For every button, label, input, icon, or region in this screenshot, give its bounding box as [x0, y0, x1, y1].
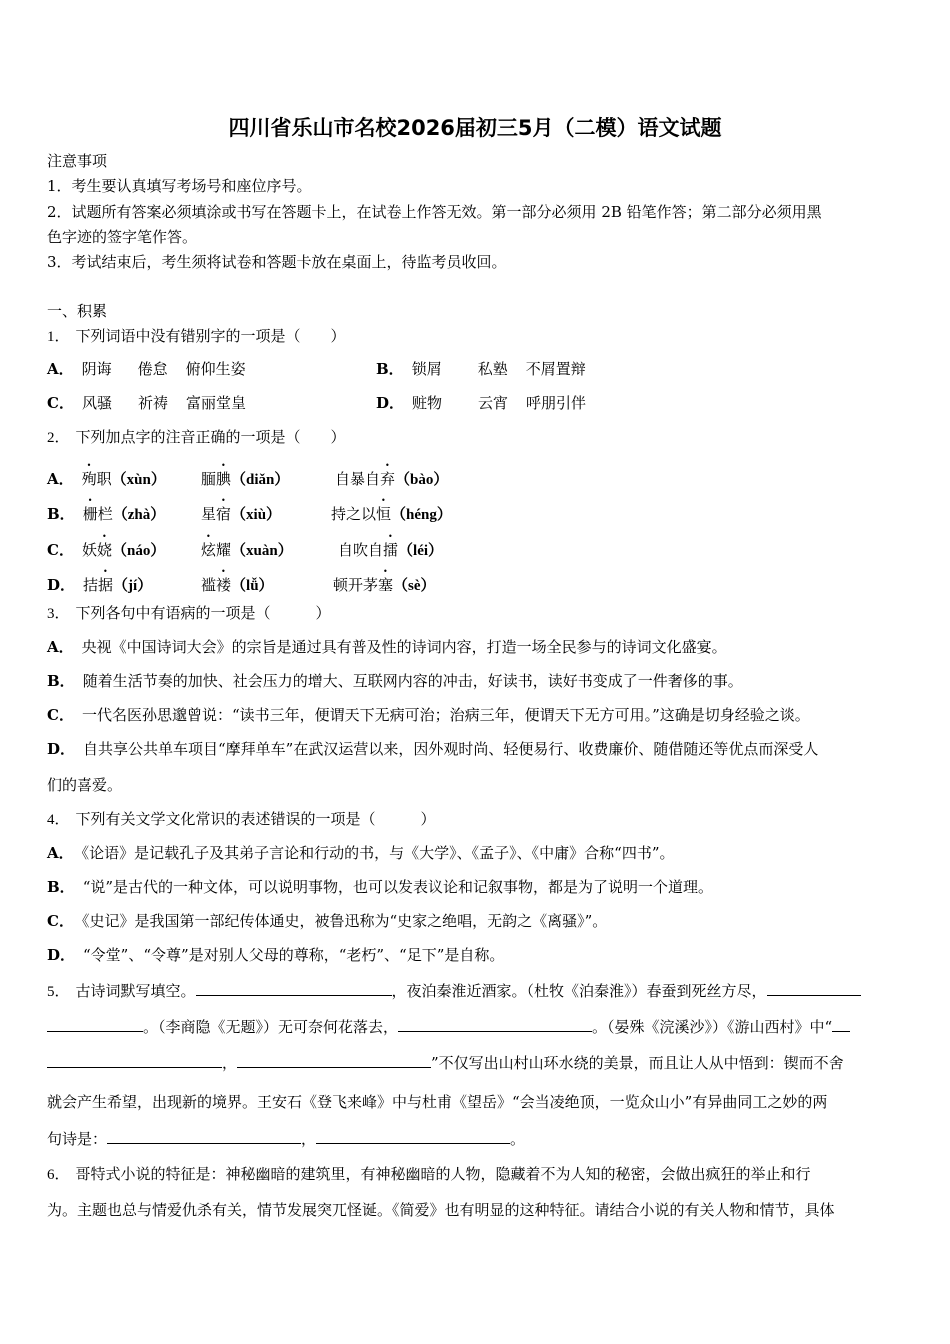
option-label: B． — [47, 672, 75, 690]
question-text: ，夜泊秦淮近酒家。（杜牧《泊秦淮》）春蚕到死丝方尽， — [391, 982, 767, 1000]
question-text: ， — [222, 1054, 238, 1072]
option-text: 《史记》是我国第一部纪传体通史，被鲁迅称为“史家之绝唱，无韵之《离骚》”。 — [81, 912, 608, 930]
option-label: C． — [47, 394, 74, 412]
question-number: 2． — [47, 430, 70, 446]
page-title: 四川省乐山市名校2026届初三5月（二模）语文试题 — [228, 116, 722, 140]
fill-blank[interactable] — [47, 1053, 222, 1068]
option-text: 自共享公共单车项目“摩拜单车”在武汉运营以来，因外观时尚、轻便易行、收费廉价、随借随还等优点而深受人 — [83, 740, 819, 758]
option-b — [376, 359, 586, 379]
word-char: 拮 — [83, 576, 99, 594]
option-label: D． — [47, 576, 76, 594]
option-b-item-2 — [201, 496, 281, 525]
question-text: 。 — [510, 1130, 526, 1148]
option-c — [47, 911, 607, 931]
fill-blank[interactable] — [237, 1053, 431, 1068]
option-label: D． — [47, 740, 76, 758]
dotted-char: 褛 — [216, 576, 232, 594]
option-label: C． — [47, 541, 74, 559]
notice-item-3: 3．考试结束后，考生须将试卷和答题卡放在桌面上，待监考员收回。 — [47, 253, 507, 271]
option-c — [47, 393, 246, 413]
question-6-line-2: 为。主题也总与情爱仇杀有关，情节发展突兀怪诞。《简爱》也有明显的这种特征。请结合小说的有关人物和情节，具体 — [47, 1201, 835, 1219]
option-label: C． — [47, 912, 74, 930]
option-a — [47, 843, 674, 863]
word: 风骚 — [81, 394, 112, 412]
word: 倦怠 — [137, 360, 168, 378]
word-char: 自吹自 — [338, 541, 384, 559]
question-text: 古诗词默写填空。 — [75, 982, 196, 1000]
dotted-char: 塞 — [378, 576, 394, 594]
option-a — [47, 359, 246, 379]
option-c-item-2 — [201, 532, 293, 561]
pinyin: （xiù） — [231, 507, 282, 523]
option-text: “令堂”、“令尊”是对别人父母的尊称，“老朽”、“足下”是自称。 — [83, 946, 505, 964]
option-text: 《论语》是记载孔子及其弟子言论和行动的书，与《大学》、《孟子》、《中庸》合称“四书”。 — [81, 844, 675, 862]
pinyin: （héng） — [391, 507, 452, 523]
option-label: D． — [376, 394, 405, 412]
question-5-line-2 — [47, 1017, 850, 1037]
question-text: ”不仅写出山村山环水绕的美景，而且让人从中悟到：锲而不舍 — [431, 1054, 844, 1072]
word-char: 褴 — [201, 576, 217, 594]
option-label: B． — [47, 505, 75, 523]
word-char: 腼 — [201, 470, 217, 488]
pinyin: （jí） — [113, 578, 153, 594]
word: 阴诲 — [81, 360, 112, 378]
option-c — [47, 705, 810, 725]
word-char: 妖 — [81, 541, 97, 559]
notice-item-2-line-2: 色字迹的签字笔作答。 — [47, 228, 198, 246]
question-1-stem — [47, 326, 346, 347]
option-label: D． — [47, 946, 76, 964]
fill-blank[interactable] — [316, 1129, 510, 1144]
question-5-line-1 — [47, 981, 861, 1002]
question-number: 5． — [47, 984, 70, 1000]
pinyin: （xuàn） — [231, 543, 293, 559]
option-label: A． — [47, 638, 74, 656]
option-b — [47, 877, 713, 897]
option-c — [47, 532, 165, 561]
option-b-item-3 — [331, 496, 452, 525]
word: 赃物 — [412, 394, 443, 412]
dotted-char: 栅 — [82, 505, 98, 523]
option-a-item-2 — [201, 461, 289, 490]
question-text: 下列词语中没有错别字的一项是（ ） — [75, 327, 346, 345]
question-2-stem — [47, 427, 346, 448]
word: 呼朋引伴 — [526, 394, 587, 412]
word: 俯仰生姿 — [185, 360, 246, 378]
question-text: 下列有关文学文化常识的表述错误的一项是（ ） — [75, 810, 436, 828]
word-char: 自暴自 — [335, 470, 381, 488]
word: 锁屑 — [411, 360, 442, 378]
fill-blank[interactable] — [767, 981, 861, 996]
fill-blank[interactable] — [832, 1017, 850, 1032]
word: 云宵 — [478, 394, 509, 412]
pinyin: （sè） — [393, 578, 436, 594]
dotted-char: 据 — [98, 576, 114, 594]
question-5-line-5 — [47, 1129, 525, 1149]
pinyin: （bào） — [395, 472, 449, 488]
notice-heading: 注意事项 — [47, 152, 108, 170]
option-b — [47, 671, 743, 691]
word-char: 职 — [96, 470, 112, 488]
dotted-char: 恒 — [376, 505, 392, 523]
option-label: B． — [47, 878, 75, 896]
word-char: 顿开茅 — [333, 576, 379, 594]
word: 祈祷 — [137, 394, 168, 412]
option-text: 随着生活节奏的加快、社会压力的增大、互联网内容的冲击，好读书，读好书变成了一件奢侈的事。 — [82, 672, 743, 690]
option-d — [47, 739, 818, 759]
option-d — [47, 567, 152, 596]
word-char: 持之以 — [331, 505, 377, 523]
notice-item-2-line-1: 2．试题所有答案必须填涂或书写在答题卡上，在试卷上作答无效。第一部分必须用 2B 铅笔作答；第二部分必须用黑 — [47, 203, 822, 221]
fill-blank[interactable] — [47, 1017, 143, 1032]
fill-blank[interactable] — [107, 1129, 301, 1144]
word-char: 耀 — [216, 541, 232, 559]
dotted-char: 腆 — [216, 470, 232, 488]
question-text: 下列各句中有语病的一项是（ ） — [75, 604, 331, 622]
option-d-item-2 — [201, 567, 274, 596]
option-label: B． — [376, 360, 404, 378]
question-text: ， — [301, 1130, 317, 1148]
word-char: 栏 — [97, 505, 113, 523]
option-label: A． — [47, 844, 74, 862]
pinyin: （zhà） — [112, 507, 166, 523]
word: 富丽堂皇 — [185, 394, 246, 412]
option-d-item-3 — [333, 567, 436, 596]
option-d-continued: 们的喜爱。 — [47, 776, 123, 794]
option-d — [376, 393, 586, 413]
option-label: A． — [47, 360, 74, 378]
question-text: 。（李商隐《无题》）无可奈何花落去， — [143, 1018, 399, 1036]
option-text: 央视《中国诗词大会》的宗旨是通过具有普及性的诗词内容，打造一场全民参与的诗词文化盛宴。 — [81, 638, 727, 656]
word-char: 星 — [201, 505, 217, 523]
dotted-char: 弃 — [380, 470, 396, 488]
dotted-char: 殉 — [81, 470, 97, 488]
pinyin: （náo） — [111, 543, 166, 559]
option-a — [47, 637, 727, 657]
dotted-char: 擂 — [383, 541, 399, 559]
pinyin: （xùn） — [111, 472, 166, 488]
question-3-stem — [47, 603, 331, 624]
option-d — [47, 945, 504, 965]
pinyin: （diǎn） — [231, 472, 290, 488]
word: 不屑置辩 — [525, 360, 586, 378]
question-4-stem — [47, 809, 436, 830]
question-5-line-4: 就会产生希望，出现新的境界。王安石《登飞来峰》中与杜甫《望岳》“会当凌绝顶，一览众山小”有异曲同工之妙的两 — [47, 1093, 828, 1111]
option-a-item-3 — [335, 461, 448, 490]
option-label: A． — [47, 470, 74, 488]
pinyin: （léi） — [398, 543, 444, 559]
question-text: 。（晏殊《浣溪沙》）《游山西村》中“ — [592, 1018, 833, 1036]
question-number: 3． — [47, 606, 70, 622]
section-heading: 一、积累 — [47, 302, 108, 320]
pinyin: （lǚ） — [231, 578, 274, 594]
dotted-char: 宿 — [216, 505, 232, 523]
option-text: “说”是古代的一种文体，可以说明事物，也可以发表议论和记叙事物，都是为了说明一个道理。 — [82, 878, 714, 896]
question-text: 下列加点字的注音正确的一项是（ ） — [75, 428, 346, 446]
option-c-item-3 — [338, 532, 443, 561]
notice-item-1: 1．考生要认真填写考场号和座位序号。 — [47, 177, 312, 195]
question-number: 4． — [47, 812, 70, 828]
option-label: C． — [47, 706, 74, 724]
option-b — [47, 496, 165, 525]
option-a — [47, 461, 166, 490]
option-text: 一代名医孙思邈曾说：“读书三年，便谓天下无病可治；治病三年，便谓天下无方可用。”这确是切身经验之谈。 — [81, 706, 810, 724]
question-number: 6． — [47, 1167, 70, 1183]
fill-blank[interactable] — [398, 1017, 592, 1032]
question-5-line-3 — [47, 1053, 844, 1073]
fill-blank[interactable] — [196, 981, 392, 996]
question-number: 1． — [47, 329, 70, 345]
word: 私塾 — [477, 360, 508, 378]
dotted-char: 炫 — [201, 541, 217, 559]
question-text: 哥特式小说的特征是：神秘幽暗的建筑里，有神秘幽暗的人物，隐藏着不为人知的秘密，会做出疯狂的举止和行 — [75, 1165, 811, 1183]
dotted-char: 娆 — [96, 541, 112, 559]
question-text: 句诗是： — [47, 1130, 108, 1148]
question-6-line-1 — [47, 1164, 811, 1185]
